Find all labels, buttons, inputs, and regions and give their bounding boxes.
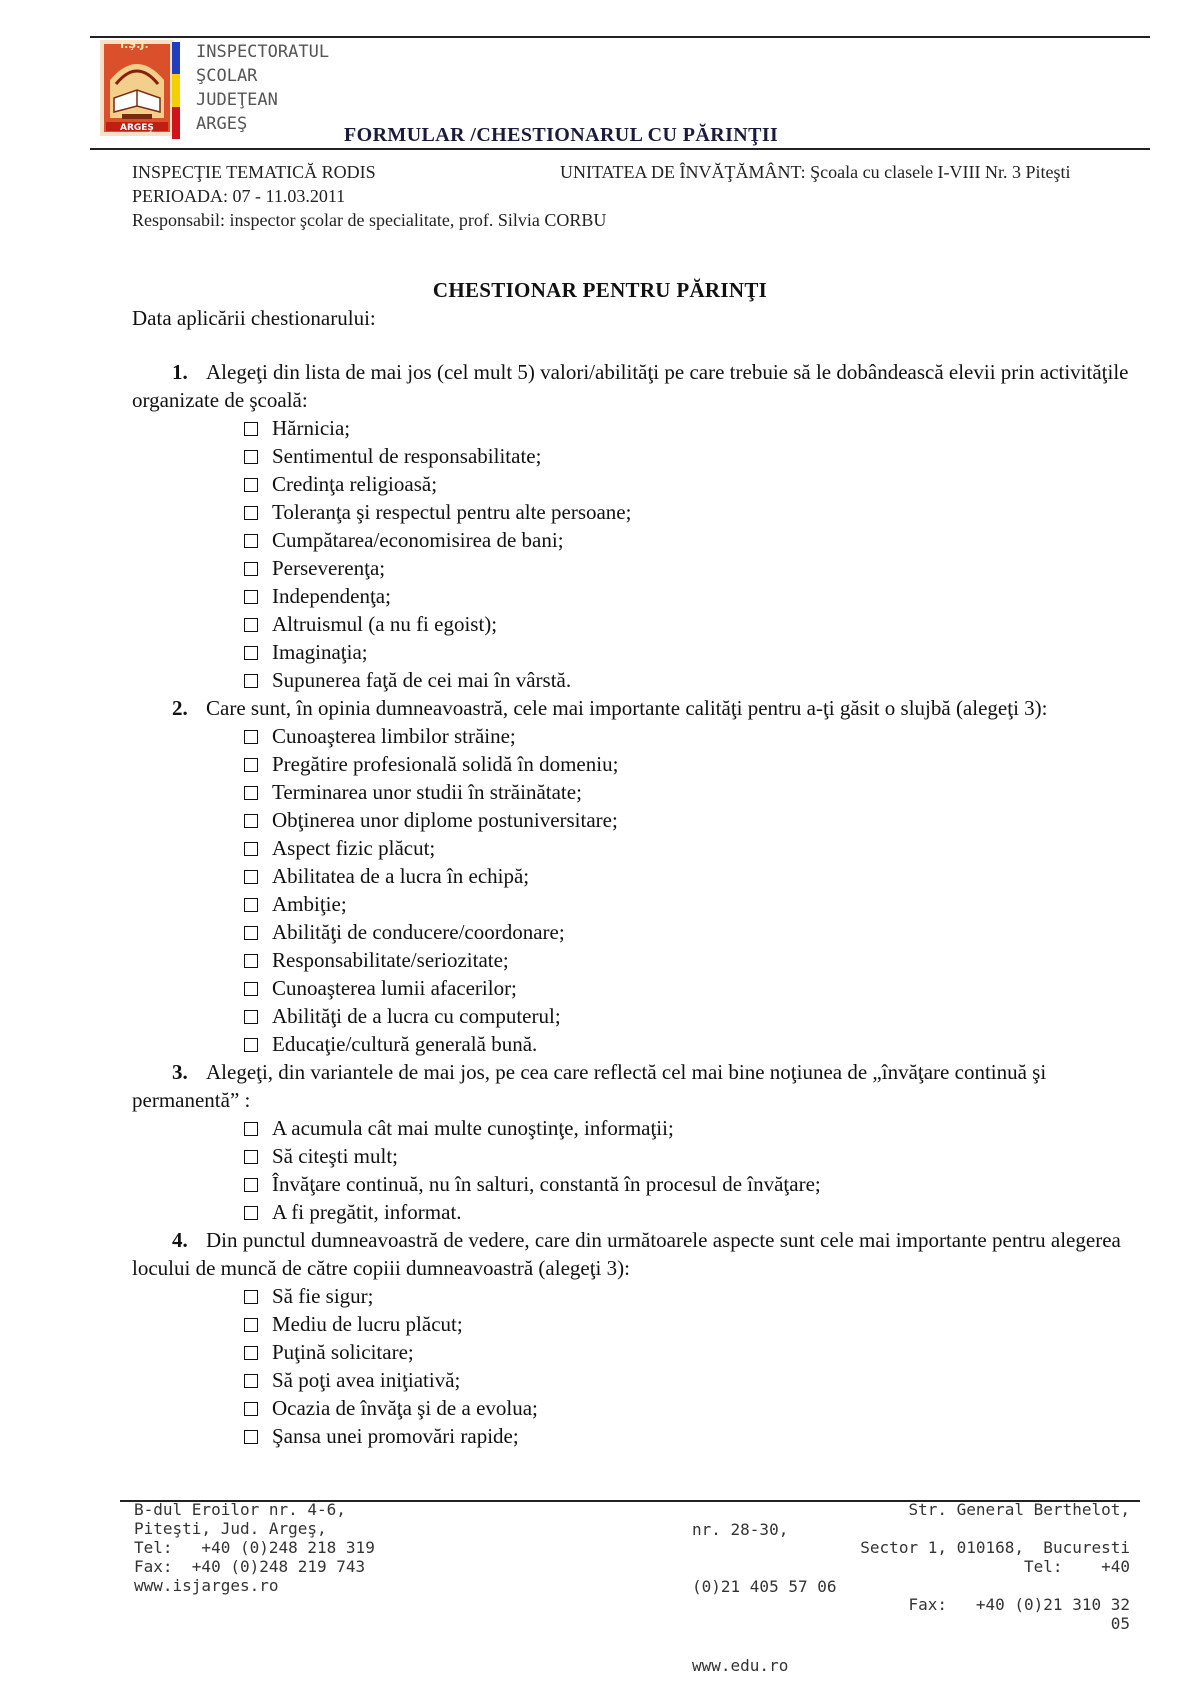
option-item[interactable] [244,1338,1132,1366]
footer-isj-address [134,1500,375,1595]
questionnaire [132,358,1132,1450]
option-item[interactable] [244,526,1132,554]
institution-line: INSPECTORATUL [196,42,330,62]
option-item[interactable] [244,918,1132,946]
question-text: Alegeţi, din variantele de mai jos, pe cea care reflectă cel mai bine noţiunea de „învăţare continuă şi permanentă” : [132,1060,1047,1112]
footer-website-edu[interactable]: www.edu.ro [692,1656,789,1675]
question-4 [132,1226,1132,1450]
option-item[interactable] [244,470,1132,498]
question-number: 2. [172,696,188,720]
footer-line: Fax: +40 (0)248 219 743 [134,1557,366,1576]
option-label: Credinţa religioasă; [272,472,438,496]
option-item[interactable] [244,582,1132,610]
option-item[interactable] [244,1282,1132,1310]
header-rule-bottom [90,148,1150,150]
option-label: Să citeşti mult; [272,1144,398,1168]
footer-line [820,1576,1130,1595]
inspection-meta [132,160,606,232]
question-2 [132,694,1132,1058]
option-item[interactable] [244,1030,1132,1058]
option-label: Cunoaşterea lumii afacerilor; [272,976,517,1000]
question-text: Alegeţi din lista de mai jos (cel mult 5) valori/abilităţi pe care trebuie să le dobândească elevii prin activităţile organizate de şcoală: [132,360,1129,412]
institution-line: JUDEŢEAN [196,90,278,110]
option-label: Responsabilitate/seriozitate; [272,948,509,972]
checkbox[interactable] [244,506,258,520]
form-title: FORMULAR /CHESTIONARUL CU PĂRINŢII [344,124,779,146]
option-label: A acumula cât mai multe cunoştinţe, informaţii; [272,1116,674,1140]
document-title: CHESTIONAR PENTRU PĂRINŢI [432,278,768,302]
option-label: Independenţa; [272,584,391,608]
checkbox[interactable] [244,758,258,772]
checkbox[interactable] [244,814,258,828]
option-item[interactable] [244,1142,1132,1170]
option-item[interactable] [244,610,1132,638]
option-item[interactable] [244,722,1132,750]
option-label: A fi pregătit, informat. [272,1200,462,1224]
logo-badge-text: I.Ş.J. [120,38,149,51]
option-label: Toleranţa şi respectul pentru alte persoane; [272,500,632,524]
checkbox[interactable] [244,1402,258,1416]
checkbox[interactable] [244,534,258,548]
option-label: Şansa unei promovări rapide; [272,1424,519,1448]
checkbox[interactable] [244,870,258,884]
option-item[interactable] [244,1366,1132,1394]
option-item[interactable] [244,442,1132,470]
checkbox[interactable] [244,982,258,996]
option-label: Cumpătarea/economisirea de bani; [272,528,564,552]
option-label: Altruismul (a nu fi egoist); [272,612,498,636]
option-label: Educaţie/cultură generală bună. [272,1032,538,1056]
option-item[interactable] [244,638,1132,666]
checkbox[interactable] [244,1010,258,1024]
option-label: Sentimentul de responsabilitate; [272,444,542,468]
tricolor-flag [172,42,180,140]
footer-line: (0)21 405 57 06 [692,1577,837,1596]
checkbox[interactable] [244,450,258,464]
footer-line: nr. 28-30, [692,1520,789,1539]
option-label: Abilităţi de conducere/coordonare; [272,920,565,944]
option-item[interactable] [244,890,1132,918]
checkbox[interactable] [244,954,258,968]
option-item[interactable] [244,750,1132,778]
footer-line: 05 [1110,1614,1130,1633]
option-label: Mediu de lucru plăcut; [272,1312,463,1336]
footer-line: Str. General Berthelot, [908,1500,1130,1519]
institution-line: ŞCOLAR [196,66,258,86]
option-label: Ambiţie; [272,892,347,916]
checkbox[interactable] [244,422,258,436]
checkbox[interactable] [244,1038,258,1052]
footer-line [692,1539,837,1558]
isj-arges-logo [100,40,174,136]
footer-line: Piteşti, Jud. Argeş, [134,1519,327,1538]
checkbox[interactable] [244,478,258,492]
checkbox[interactable] [244,1290,258,1304]
checkbox[interactable] [244,1150,258,1164]
checkbox[interactable] [244,1430,258,1444]
footer-line: Tel: +40 [1024,1557,1130,1576]
checkbox[interactable] [244,898,258,912]
option-label: Supunerea faţă de cei mai în vârstă. [272,668,572,692]
question-1 [132,358,1132,694]
logo-caption-text: ARGEŞ [120,123,154,133]
checkbox[interactable] [244,730,258,744]
checkbox[interactable] [244,1318,258,1332]
inspection-responsible: Responsabil: inspector şcolar de specialitate, prof. Silvia CORBU [132,210,607,230]
institution-line: ARGEŞ [196,114,248,134]
option-item[interactable] [244,1394,1132,1422]
checkbox[interactable] [244,926,258,940]
option-label: Ocazia de învăţa şi de a evolua; [272,1396,538,1420]
school-unit: UNITATEA DE ÎNVĂŢĂMÂNT: Şcoala cu clasele I-VIII Nr. 3 Piteşti [560,162,1071,182]
option-item[interactable] [244,806,1132,834]
inspection-type: INSPECŢIE TEMATICĂ RODIS [132,162,376,182]
checkbox[interactable] [244,646,258,660]
option-label: Aspect fizic plăcut; [272,836,436,860]
checkbox[interactable] [244,842,258,856]
option-label: Învăţare continuă, nu în salturi, constantă în procesul de învăţare; [272,1172,821,1196]
checkbox[interactable] [244,1178,258,1192]
footer-line: B-dul Eroilor nr. 4-6, [134,1500,346,1519]
option-item[interactable] [244,778,1132,806]
option-label: Pregătire profesională solidă în domeniu; [272,752,619,776]
option-item[interactable] [244,1002,1132,1030]
option-label: Abilităţi de a lucra cu computerul; [272,1004,561,1028]
question-3 [132,1058,1132,1226]
option-item[interactable] [244,1198,1132,1226]
option-item[interactable] [244,862,1132,890]
question-text: Care sunt, în opinia dumneavoastră, cele mai importante calităţi pentru a-ţi găsit o slujbă (alegeţi 3): [206,696,1048,720]
footer-line: Tel: +40 (0)248 218 319 [134,1538,375,1557]
institution-name [196,40,329,136]
option-item[interactable] [244,1114,1132,1142]
option-label: Obţinerea unor diplome postuniversitare; [272,808,618,832]
inspection-period: PERIOADA: 07 - 11.03.2011 [132,186,346,206]
option-label: Cunoaşterea limbilor străine; [272,724,516,748]
footer-ministry-address [820,1500,1130,1633]
option-label: Hărnicia; [272,416,351,440]
header-rule-top [90,36,1150,38]
option-item[interactable] [244,498,1132,526]
option-label: Perseverenţa; [272,556,386,580]
question-text: Din punctul dumneavoastră de vedere, care din următoarele aspecte sunt cele mai importante pentru alegerea locului de muncă de către copiii dumneavoastră (alegeţi 3): [132,1228,1121,1280]
option-item[interactable] [244,666,1132,694]
checkbox[interactable] [244,1374,258,1388]
footer-line [820,1519,1130,1538]
application-date-label: Data aplicării chestionarului: [132,306,376,330]
checkbox[interactable] [244,618,258,632]
option-item[interactable] [244,1310,1132,1338]
checkbox[interactable] [244,590,258,604]
footer-ministry-middle [692,1520,837,1596]
option-item[interactable] [244,834,1132,862]
checkbox[interactable] [244,674,258,688]
checkbox[interactable] [244,1122,258,1136]
option-label: Puţină solicitare; [272,1340,414,1364]
checkbox[interactable] [244,562,258,576]
option-label: Să fie sigur; [272,1284,374,1308]
option-label: Abilitatea de a lucra în echipă; [272,864,530,888]
option-label: Imaginaţia; [272,640,368,664]
option-item[interactable] [244,414,1132,442]
checkbox[interactable] [244,786,258,800]
option-item[interactable] [244,974,1132,1002]
option-label: Terminarea unor studii în străinătate; [272,780,582,804]
option-item[interactable] [244,1170,1132,1198]
question-number: 1. [172,360,188,384]
checkbox[interactable] [244,1346,258,1360]
footer-line [692,1558,837,1577]
option-item[interactable] [244,946,1132,974]
option-item[interactable] [244,1422,1132,1450]
footer-line: Sector 1, 010168, Bucuresti [860,1538,1130,1557]
footer-line: Fax: +40 (0)21 310 32 [908,1595,1130,1614]
footer-website-isj[interactable]: www.isjarges.ro [134,1576,279,1595]
question-number: 3. [172,1060,188,1084]
option-label: Să poţi avea iniţiativă; [272,1368,461,1392]
option-item[interactable] [244,554,1132,582]
checkbox[interactable] [244,1206,258,1220]
question-number: 4. [172,1228,188,1252]
